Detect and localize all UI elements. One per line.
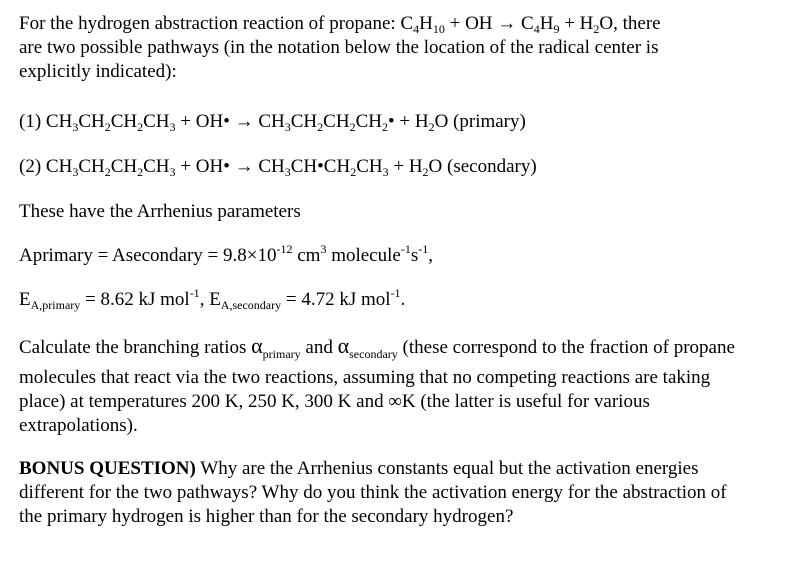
formula-text: CH•CH (290, 156, 351, 177)
subscript: 3 (169, 165, 176, 179)
subscript: A,primary (30, 298, 81, 312)
formula-text: CH (143, 111, 170, 132)
param-text: cm (292, 245, 321, 266)
formula-text: CH (355, 111, 382, 132)
intro-text: O, there (599, 13, 661, 34)
formula-text: (1) CH (19, 111, 73, 132)
alpha-symbol: α (337, 333, 350, 358)
arrhenius-intro: These have the Arrhenius parameters (19, 201, 301, 222)
subscript: 2 (593, 22, 600, 36)
subscript: 3 (72, 120, 79, 134)
param-text: E (19, 289, 31, 310)
param-text: Aprimary = Asecondary = 9.8×10 (19, 245, 277, 266)
subscript: 10 (432, 22, 445, 36)
e-parameters (19, 288, 405, 317)
subscript: 2 (137, 120, 144, 134)
subscript: 3 (72, 165, 79, 179)
formula-text: O (primary) (434, 111, 526, 132)
formula-text: + OH• → CH (175, 111, 285, 132)
formula-text: + OH• → CH (175, 156, 285, 177)
formula-text: CH (323, 111, 350, 132)
bonus-paragraph (19, 457, 741, 529)
subscript: 2 (428, 120, 435, 134)
formula-text: + H (388, 156, 423, 177)
intro-text: + OH → C (444, 13, 534, 34)
param-text: , (428, 245, 433, 266)
intro-line-1 (19, 12, 661, 35)
subscript: 2 (317, 120, 324, 134)
formula-text: CH (78, 111, 105, 132)
formula-text: CH (143, 156, 170, 177)
superscript: -12 (276, 242, 293, 256)
param-text: , E (199, 289, 221, 310)
question-text: and (300, 337, 338, 358)
bonus-label: BONUS QUESTION) (19, 458, 196, 479)
superscript: 3 (320, 242, 327, 256)
superscript: -1 (418, 242, 429, 256)
formula-text: CH (356, 156, 383, 177)
formula-text: CH (110, 156, 138, 177)
param-text: molecule (326, 245, 401, 266)
bonus-text: Why are the Arrhenius constants equal but the activation energies different for the two pathways? Why do you think the activation energy for the abstraction of the primary hydrogen is higher than for the secondary hydrogen? (19, 458, 727, 527)
param-text: = 4.72 kJ mol (281, 289, 391, 310)
formula-text: CH (110, 111, 138, 132)
superscript: -1 (390, 286, 401, 300)
intro-line-3: explicitly indicated): (19, 61, 177, 82)
question-paragraph (19, 334, 741, 438)
param-text: = 8.62 kJ mol (80, 289, 190, 310)
subscript: 3 (382, 165, 389, 179)
formula-text: (2) CH (19, 156, 73, 177)
subscript: 2 (104, 165, 111, 179)
intro-text: For the hydrogen abstraction reaction of propane: C (19, 13, 414, 34)
param-text: . (400, 289, 406, 310)
subscript: 9 (553, 22, 560, 36)
subscript: 3 (284, 120, 291, 134)
formula-text: CH (290, 111, 318, 132)
subscript: 2 (381, 120, 388, 134)
subscript: 3 (169, 120, 176, 134)
intro-text: H (539, 13, 554, 34)
question-text: (these correspond to the fraction of propane molecules that react via the two reactions, assuming that no competing reactions are taking place) at temperatures 200 K, 250 K, 300 K and ∞K (the latter is useful for various extrapolations). (19, 337, 735, 436)
formula-text: CH (78, 156, 105, 177)
subscript: secondary (349, 347, 398, 361)
subscript: A,secondary (220, 298, 282, 312)
reaction-2 (19, 155, 537, 178)
intro-line-2: are two possible pathways (in the notation below the location of the radical center is (19, 37, 659, 58)
subscript: 3 (284, 165, 291, 179)
formula-text: O (secondary) (428, 156, 537, 177)
subscript: 2 (137, 165, 144, 179)
subscript: 2 (350, 165, 357, 179)
reaction-1 (19, 110, 526, 133)
subscript: 4 (413, 22, 420, 36)
formula-text: • + H (387, 111, 429, 132)
subscript: 2 (349, 120, 356, 134)
subscript: primary (262, 347, 301, 361)
alpha-symbol: α (251, 333, 263, 358)
a-parameters (19, 244, 433, 267)
question-text: Calculate the branching ratios (19, 337, 252, 358)
subscript: 2 (104, 120, 111, 134)
param-text: s (410, 245, 419, 266)
intro-text: H (419, 13, 433, 34)
superscript: -1 (189, 286, 200, 300)
superscript: -1 (400, 242, 411, 256)
intro-text: + H (559, 13, 594, 34)
subscript: 4 (533, 22, 540, 36)
subscript: 2 (422, 165, 429, 179)
